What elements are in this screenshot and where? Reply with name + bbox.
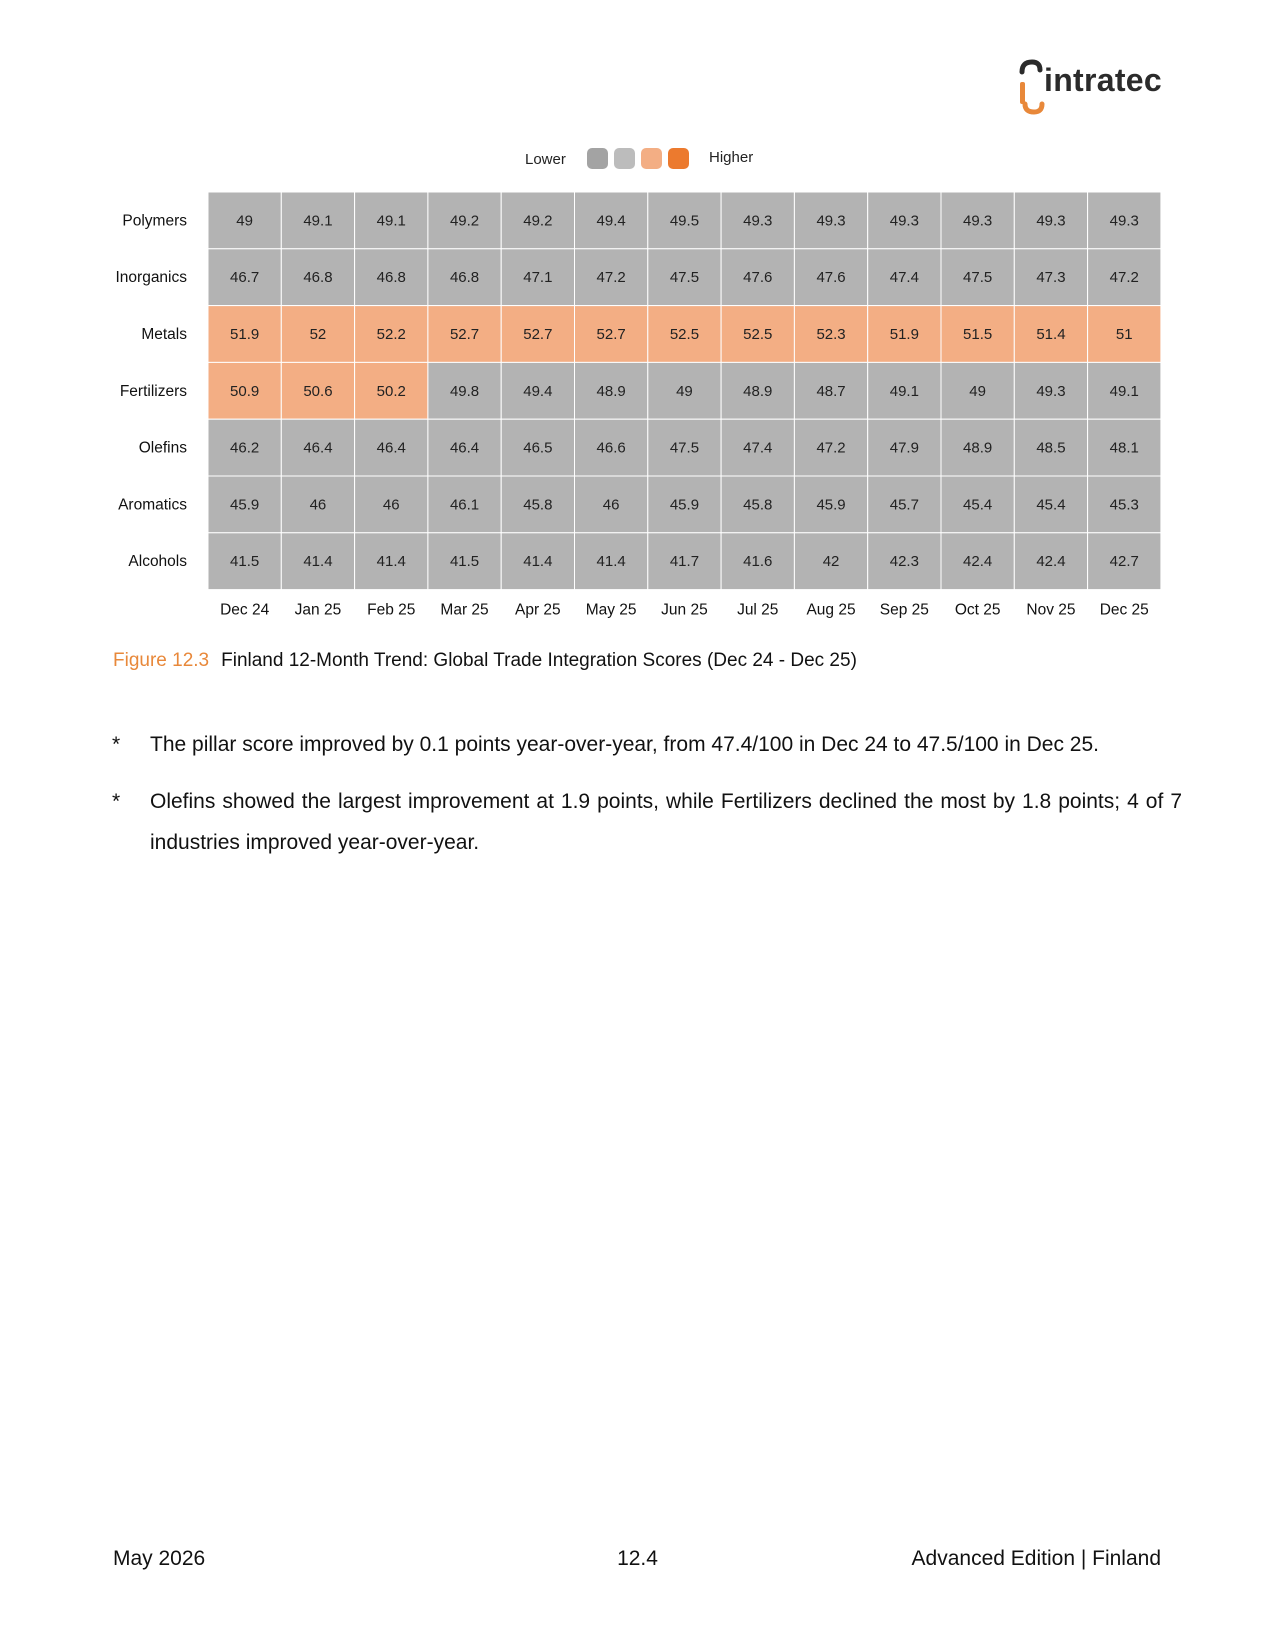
cell-value-label: 48.9 [596,382,626,400]
cell-value-label: 49.3 [743,212,773,230]
cell-value-label: 41.6 [743,553,773,571]
cell-value-label: 46.2 [230,439,260,457]
cell-value-label: 52.7 [596,326,626,343]
cell-value-label: 49.3 [889,212,919,230]
footer-page-number: 12.4 [617,1547,658,1570]
figure-label: Figure 12.3 [113,650,210,671]
cell-value-label: 49.1 [303,212,333,230]
cell-value-label: 42.4 [963,553,993,571]
column-label: Dec 25 [1099,601,1149,619]
cell-value-label: 46.8 [449,269,480,287]
heatmap-chart [0,0,1275,640]
cell-value-label: 48.1 [1109,439,1139,457]
cell-value-label: 45.9 [816,496,846,514]
cell-value-label: 49 [236,212,253,230]
row-label: Polymers [122,212,187,230]
cell-value-label: 49 [969,382,986,400]
legend-higher-label: Higher [709,149,754,166]
cell-value-label: 51.4 [1036,326,1066,343]
cell-value-label: 49.3 [816,212,846,230]
bullet-text: Olefins showed the largest improvement at 1.9 points, while Fertilizers declined the most by 1.8 points; 4 of 7 industries improved year-over-year. [150,790,1182,854]
cell-value-label: 45.8 [743,496,773,514]
column-label: Apr 25 [515,601,561,619]
cell-value-label: 41.5 [449,553,480,571]
cell-value-label: 47.4 [743,439,773,457]
figure-title: Finland 12-Month Trend: Global Trade Integration Scores (Dec 24 - Dec 25) [221,650,857,671]
cell-value-label: 46.1 [449,496,480,514]
cell-value-label: 47.5 [963,269,993,287]
row-label: Inorganics [115,269,187,287]
bullet-text: The pillar score improved by 0.1 points year-over-year, from 47.4/100 in Dec 24 to 47.5/100 in Dec 25. [150,733,1099,756]
cell-value-label: 52.3 [816,326,846,343]
row-label: Metals [141,326,187,343]
cell-value-label: 47.9 [889,439,919,457]
cell-value-label: 49.2 [449,212,480,230]
cell-value-label: 41.4 [303,553,333,571]
cell-value-label: 47.2 [1109,269,1139,287]
bullet-marker: * [112,790,121,813]
cell-value-label: 46.8 [376,269,406,287]
column-label: Dec 24 [220,601,270,619]
cell-value-label: 48.5 [1036,439,1066,457]
cell-value-label: 49.5 [669,212,700,230]
row-label: Aromatics [118,496,187,514]
key-findings-list [112,724,1182,879]
cell-value-label: 41.4 [596,553,626,571]
column-label: Sep 25 [879,601,929,619]
cell-value-label: 46.8 [303,269,333,287]
row-label: Alcohols [128,553,187,571]
cell-value-label: 49.4 [596,212,626,230]
bullet-marker: * [112,733,121,756]
cell-value-label: 46 [382,496,400,514]
cell-value-label: 41.4 [376,553,406,571]
cell-value-label: 50.9 [230,382,260,400]
cell-value-label: 49.3 [1036,382,1066,400]
cell-value-label: 47.2 [596,269,626,287]
figure-caption [113,650,857,672]
cell-value-label: 45.7 [889,496,919,514]
cell-value-label: 52 [309,326,327,343]
cell-value-label: 47.4 [889,269,919,287]
cell-value-label: 46 [602,496,620,514]
column-label: Nov 25 [1026,601,1076,619]
cell-value-label: 42.3 [889,553,919,571]
cell-value-label: 47.2 [816,439,846,457]
cell-value-label: 49.2 [523,212,553,230]
cell-value-label: 48.9 [963,439,993,457]
cell-value-label: 49.3 [963,212,993,230]
footer-date: May 2026 [113,1547,206,1570]
cell-value-label: 49.3 [1036,212,1066,230]
cell-value-label: 46.7 [230,269,260,287]
cell-value-label: 49 [676,382,693,400]
cell-value-label: 49.1 [1109,382,1139,400]
cell-value-label: 49.1 [889,382,919,400]
cell-value-label: 46.4 [449,439,480,457]
cell-value-label: 47.6 [743,269,773,287]
cell-value-label: 51 [1115,326,1133,343]
cell-value-label: 45.8 [523,496,553,514]
legend-lower-label: Lower [525,151,566,168]
cell-value-label: 45.4 [963,496,993,514]
column-label: Jan 25 [294,601,342,619]
cell-value-label: 42 [822,553,840,571]
cell-value-label: 42.4 [1036,553,1066,571]
cell-value-label: 52.2 [376,326,406,343]
column-label: Oct 25 [954,601,1001,619]
cell-value-label: 47.3 [1036,269,1066,287]
cell-value-label: 52.7 [523,326,553,343]
cell-value-label: 52.7 [449,326,480,343]
cell-value-label: 45.4 [1036,496,1066,514]
list-item [112,724,1182,765]
cell-value-label: 51.9 [230,326,260,343]
cell-value-label: 51.9 [889,326,919,343]
cell-value-label: 47.5 [669,269,700,287]
cell-value-label: 46.5 [523,439,553,457]
column-label: Jun 25 [661,601,708,619]
column-label: Jul 25 [737,601,779,619]
cell-value-label: 42.7 [1109,553,1139,571]
cell-value-label: 50.2 [376,382,406,400]
cell-value-label: 41.4 [523,553,553,571]
cell-value-label: 49.3 [1109,212,1139,230]
footer-edition: Advanced Edition | Finland [911,1547,1161,1570]
cell-value-label: 48.9 [743,382,773,400]
list-item [112,781,1182,863]
logo-wordmark: intratec [1044,62,1162,98]
cell-value-label: 46.6 [596,439,626,457]
cell-value-label: 41.5 [230,553,260,571]
cell-value-label: 51.5 [963,326,993,343]
cell-value-label: 48.7 [816,382,846,400]
cell-value-label: 47.6 [816,269,846,287]
cell-value-label: 45.3 [1109,496,1139,514]
cell-value-label: 47.5 [669,439,700,457]
cell-value-label: 45.9 [669,496,700,514]
row-label: Fertilizers [119,382,187,400]
cell-value-label: 52.5 [669,326,700,343]
cell-value-label: 41.7 [669,553,700,571]
column-label: May 25 [585,601,637,619]
cell-value-label: 46.4 [303,439,333,457]
column-label: Aug 25 [806,601,856,619]
cell-value-label: 49.1 [376,212,406,230]
row-label: Olefins [138,439,187,457]
column-label: Feb 25 [367,601,416,619]
cell-value-label: 49.8 [449,382,480,400]
cell-value-label: 46 [309,496,327,514]
cell-value-label: 45.9 [230,496,260,514]
cell-value-label: 50.6 [303,382,333,400]
column-label: Mar 25 [440,601,489,619]
cell-value-label: 47.1 [523,269,553,287]
cell-value-label: 46.4 [376,439,406,457]
cell-value-label: 52.5 [743,326,773,343]
cell-value-label: 49.4 [523,382,553,400]
